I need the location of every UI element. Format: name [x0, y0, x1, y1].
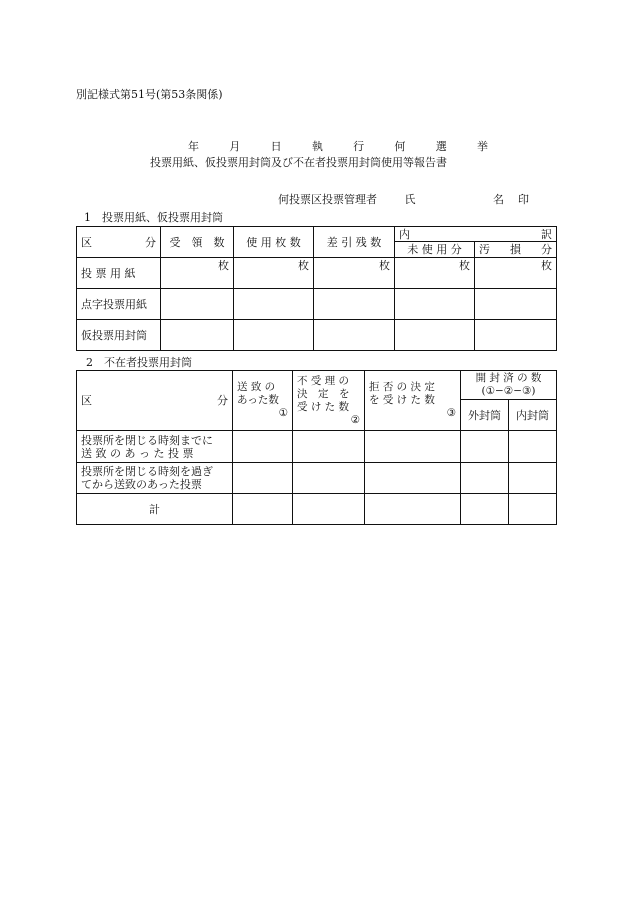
header-inner: 内封筒 — [509, 400, 557, 431]
input-cell[interactable] — [293, 463, 365, 494]
unit-cell: 枚 — [234, 258, 314, 289]
header-remaining: 差 引 残 数 — [314, 227, 395, 258]
title-char: 月 — [229, 140, 241, 153]
input-cell[interactable] — [233, 494, 293, 525]
input-cell[interactable] — [395, 320, 475, 351]
header-opened: 開 封 済 の 数 (①−②−③) — [461, 371, 557, 400]
section-1-heading: 1 投票用紙、仮投票用封筒 — [84, 211, 223, 224]
row-label: 投票所を閉じる時刻までに 送 致 の あ っ た 投 票 — [77, 431, 233, 463]
seal-label: 印 — [518, 193, 529, 206]
header-rejected: 拒 否 の 決 定 を 受 け た 数 ③ — [365, 371, 461, 431]
input-cell[interactable] — [509, 463, 557, 494]
header-outer: 外封筒 — [461, 400, 509, 431]
input-cell[interactable] — [365, 463, 461, 494]
input-cell[interactable] — [293, 494, 365, 525]
name-label-2: 名 — [493, 193, 504, 206]
unit-cell: 枚 — [314, 258, 395, 289]
input-cell[interactable] — [461, 431, 509, 463]
title-char: 何 — [394, 140, 406, 153]
input-cell[interactable] — [475, 289, 557, 320]
input-cell[interactable] — [365, 431, 461, 463]
row-label: 投票所を閉じる時刻を過ぎ てから送致のあった投票 — [77, 463, 233, 494]
ballot-paper-table — [76, 226, 557, 351]
input-cell[interactable] — [161, 289, 234, 320]
header-category: 区 分 — [77, 371, 233, 431]
manager-label: 何投票区投票管理者 — [278, 193, 377, 206]
input-cell[interactable] — [233, 431, 293, 463]
title-election-date — [188, 140, 488, 153]
unit-cell: 枚 — [475, 258, 557, 289]
header-not-accepted: 不 受 理 の 決 定 を 受 け た 数 ② — [293, 371, 365, 431]
input-cell[interactable] — [509, 431, 557, 463]
header-received: 受 領 数 — [161, 227, 234, 258]
document-title: 投票用紙、仮投票用封筒及び不在者投票用封筒使用等報告書 — [150, 156, 447, 169]
absentee-envelope-table — [76, 370, 557, 525]
input-cell[interactable] — [314, 320, 395, 351]
title-char: 挙 — [476, 140, 488, 153]
manager-line — [278, 193, 529, 206]
header-sent: 送 致 の あった数 ① — [233, 371, 293, 431]
form-number: 別記様式第51号(第53条関係) — [76, 88, 223, 101]
header-unused: 未 使 用 分 — [395, 242, 475, 258]
input-cell[interactable] — [395, 289, 475, 320]
title-char: 年 — [188, 140, 199, 153]
row-label: 点字投票用紙 — [77, 289, 161, 320]
input-cell[interactable] — [365, 494, 461, 525]
title-char: 執 — [311, 140, 323, 153]
header-category: 区 分 — [77, 227, 161, 258]
section-2-heading: 2 不在者投票用封筒 — [86, 356, 192, 369]
unit-cell: 枚 — [161, 258, 234, 289]
title-char: 日 — [270, 140, 282, 153]
header-breakdown: 内 訳 — [395, 227, 557, 242]
unit-cell: 枚 — [395, 258, 475, 289]
header-used: 使 用 枚 数 — [234, 227, 314, 258]
input-cell[interactable] — [461, 494, 509, 525]
title-char: 選 — [435, 140, 447, 153]
name-label: 氏 — [404, 193, 416, 206]
total-label: 計 — [77, 494, 233, 525]
title-char: 行 — [353, 140, 365, 153]
input-cell[interactable] — [234, 289, 314, 320]
input-cell[interactable] — [233, 463, 293, 494]
input-cell[interactable] — [314, 289, 395, 320]
header-damaged: 汚 損 分 — [475, 242, 557, 258]
input-cell[interactable] — [234, 320, 314, 351]
input-cell[interactable] — [161, 320, 234, 351]
row-label: 仮投票用封筒 — [77, 320, 161, 351]
input-cell[interactable] — [475, 320, 557, 351]
input-cell[interactable] — [509, 494, 557, 525]
input-cell[interactable] — [293, 431, 365, 463]
input-cell[interactable] — [461, 463, 509, 494]
row-label: 投 票 用 紙 — [77, 258, 161, 289]
